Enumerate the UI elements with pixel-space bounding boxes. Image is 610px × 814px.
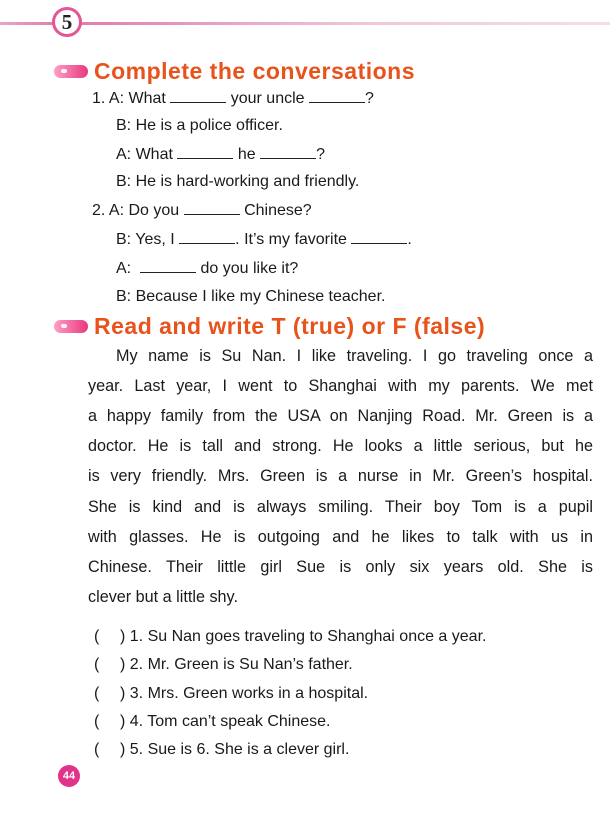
tf-item: ( ) 4. Tom can’t speak Chinese.	[94, 713, 331, 730]
section-title-complete	[54, 58, 415, 85]
answer-blank[interactable]	[140, 258, 196, 273]
section-title-true-false	[54, 313, 485, 340]
passage-line: with glasses. He is outgoing and he likes to talk with us in	[88, 528, 593, 546]
section-title-text: Complete the conversations	[94, 58, 416, 84]
answer-paren[interactable]: (	[94, 741, 100, 758]
tf-item: ( ) 5. Sue is 6. She is a clever girl.	[94, 741, 350, 758]
q1-line-3: A: What he ?	[116, 146, 325, 163]
q2-line-1: 2. A: Do you Chinese?	[92, 202, 312, 219]
answer-blank[interactable]	[170, 88, 226, 103]
passage-line: doctor. He is tall and strong. He looks a little serious, but he	[88, 437, 593, 455]
tf-item: ( ) 3. Mrs. Green works in a hospital.	[94, 685, 369, 702]
answer-blank[interactable]	[309, 88, 365, 103]
answer-blank[interactable]	[351, 229, 407, 244]
q1-line-2: B: He is a police officer.	[116, 117, 283, 134]
answer-paren[interactable]: (	[94, 656, 100, 673]
q1-line-4: B: He is hard-working and friendly.	[116, 173, 360, 190]
unit-number-badge: 5	[52, 7, 82, 37]
answer-blank[interactable]	[184, 200, 240, 215]
passage-line: is very friendly. Mrs. Green is a nurse in Mr. Green’s hospital.	[88, 467, 593, 485]
passage-line: year. Last year, I went to Shanghai with my parents. We met	[88, 377, 593, 395]
answer-blank[interactable]	[179, 229, 235, 244]
passage-line: a happy family from the USA on Nanjing Road. Mr. Green is a	[88, 407, 593, 425]
passage-line: Chinese. Their little girl Sue is only six years old. She is	[88, 558, 593, 576]
answer-paren[interactable]: (	[94, 628, 100, 645]
q2-line-4: B: Because I like my Chinese teacher.	[116, 288, 386, 305]
section-title-text: Read and write T (true) or F (false)	[94, 313, 486, 339]
answer-blank[interactable]	[260, 144, 316, 159]
passage-line: clever but a little shy.	[88, 588, 238, 606]
tf-item: ( ) 2. Mr. Green is Su Nan’s father.	[94, 656, 353, 673]
pill-bullet-icon	[54, 320, 88, 333]
passage-line: My name is Su Nan. I like traveling. I go traveling once a	[116, 347, 593, 365]
pill-bullet-icon	[54, 65, 88, 78]
q2-line-3: A: do you like it?	[116, 260, 299, 277]
q2-line-2: B: Yes, I . It’s my favorite .	[116, 231, 412, 248]
tf-item: ( ) 1. Su Nan goes traveling to Shanghai once a year.	[94, 628, 487, 645]
header-rule	[0, 22, 610, 25]
answer-paren[interactable]: (	[94, 685, 100, 702]
page-number-badge: 44	[58, 765, 80, 787]
q1-line-1: 1. A: What your uncle ?	[92, 90, 374, 107]
passage-line: She is kind and is always smiling. Their boy Tom is a pupil	[88, 498, 593, 516]
answer-blank[interactable]	[177, 144, 233, 159]
answer-paren[interactable]: (	[94, 713, 100, 730]
